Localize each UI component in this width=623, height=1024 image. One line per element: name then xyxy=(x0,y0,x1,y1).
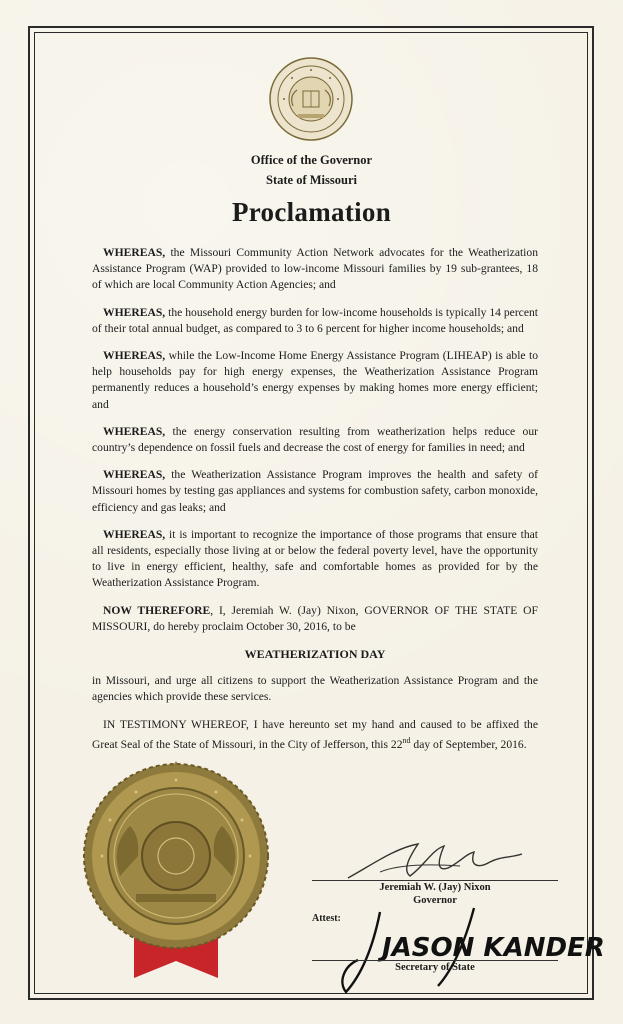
paragraph-lead: WHEREAS, xyxy=(103,246,166,259)
proclaimed-day-title: WEATHERIZATION DAY xyxy=(244,647,386,662)
whereas-paragraph xyxy=(92,245,538,294)
paragraph-text: the energy conservation resulting from weatherization helps reduce our country’s dependence on fossil fuels and decrease the cost of energy for families in need; and xyxy=(92,424,538,455)
governor-name: Jeremiah W. (Jay) Nixon xyxy=(379,882,491,893)
paragraph-text: the household energy burden for low-income households is typically 14 percent of their total annual budget, as compared to 3 to 6 percent for higher income households; and xyxy=(92,305,538,335)
urge-paragraph: in Missouri, and urge all citizens to support the Weatherization Assistance Program and the agencies which provide these services. xyxy=(92,674,538,704)
whereas-paragraph xyxy=(92,467,538,516)
proclamation-body xyxy=(92,245,538,764)
now-therefore-paragraph xyxy=(92,603,538,635)
whereas-paragraph xyxy=(92,305,538,337)
paragraph-lead: WHEREAS, xyxy=(103,527,166,541)
gold-seal-icon xyxy=(76,756,276,986)
secretary-signature-icon xyxy=(334,902,605,998)
testimony-paragraph xyxy=(92,717,538,753)
state-heading: State of Missouri xyxy=(266,173,357,187)
paragraph-text: the Weatherization Assistance Program improves the health and safety of Missouri homes by testing gas appliances and systems for combustion safety, carbon monoxide, efficiency and gas leaks; and xyxy=(92,468,538,514)
testimony-text-end: day of September, 2016. xyxy=(410,737,527,751)
governor-signature-line xyxy=(312,880,558,881)
attest-label: Attest: xyxy=(312,913,341,924)
paragraph-text: the Missouri Community Action Network advocates for the Weatherization Assistance Program (WAP) provided to low-income Missouri families by 19 sub-grantees, 18 of which are local Community Action Agencies; and xyxy=(92,246,538,292)
paragraph-lead: WHEREAS, xyxy=(103,305,166,319)
secretary-signature-text: JASON KANDER xyxy=(382,933,605,963)
whereas-paragraph xyxy=(92,424,538,456)
paragraph-text: while the Low-Income Home Energy Assistance Program (LIHEAP) is able to help households pay for high energy expenses, the Weatherization Assistance Program permanently reduces a household’s energy expenses by making homes more energy efficient; and xyxy=(92,349,538,411)
paragraph-text: , I, Jeremiah W. (Jay) Nixon, GOVERNOR OF THE STATE OF MISSOURI, do hereby proclaim October 30, 2016, to be xyxy=(92,603,538,633)
secretary-signature-line xyxy=(312,960,558,961)
governor-signature-icon xyxy=(340,836,530,886)
page-title: Proclamation xyxy=(231,197,392,227)
ordinal-suffix: nd xyxy=(402,735,411,745)
governor-title: Governor xyxy=(413,895,457,906)
missouri-seal-icon xyxy=(268,56,354,142)
secretary-title: Secretary of State xyxy=(395,962,475,973)
paragraph-lead: WHEREAS, xyxy=(103,349,166,363)
paragraph-lead: NOW THEREFORE xyxy=(103,603,211,617)
paragraph-text: it is important to recognize the importance of those programs that ensure that all residents, especially those living at or below the federal poverty level, have the opportunity to live in energy efficient, healthy, safe and comfortable homes as provided for by the Weatherization Assistance Program. xyxy=(92,527,538,590)
whereas-paragraph xyxy=(92,348,538,413)
office-heading: Office of the Governor xyxy=(250,153,373,167)
whereas-paragraph xyxy=(92,527,538,592)
testimony-text: IN TESTIMONY WHEREOF, I have hereunto set my hand and caused to be affixed the Great Seal of the State of Missouri, in the City of Jefferson, this 22 xyxy=(92,717,538,751)
paragraph-lead: WHEREAS, xyxy=(103,424,166,438)
paragraph-lead: WHEREAS, xyxy=(103,468,166,482)
